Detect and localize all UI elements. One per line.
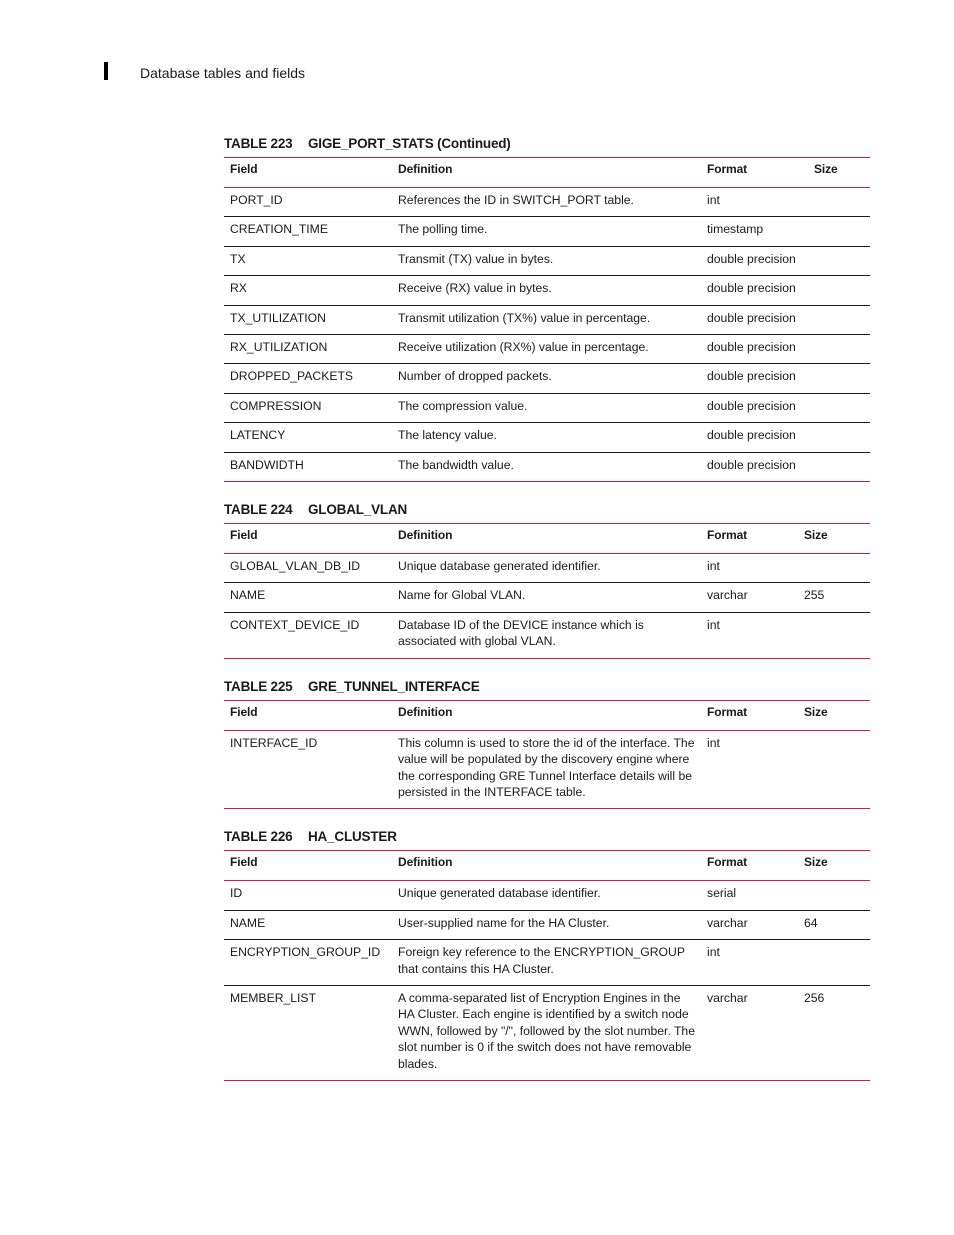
cell-size xyxy=(798,881,870,910)
cell-field: NAME xyxy=(224,910,392,939)
table-row xyxy=(224,730,870,809)
table-row xyxy=(224,881,870,910)
table-row xyxy=(224,217,870,246)
cell-field: BANDWIDTH xyxy=(224,452,392,481)
cell-field: TX xyxy=(224,246,392,275)
table-row xyxy=(224,364,870,393)
table-row xyxy=(224,940,870,986)
table-name: GRE_TUNNEL_INTERFACE xyxy=(308,678,480,694)
table-number: TABLE 225 xyxy=(224,678,293,694)
table-row xyxy=(224,335,870,364)
cell-definition: A comma-separated list of Encryption Engines in the HA Cluster. Each engine is identified by a switch node WWN, followed by "/", followed by the slot number. The slot number is 0 if the switch does not have removable blades. xyxy=(392,985,701,1080)
column-header-field: Field xyxy=(224,158,392,188)
column-header-definition: Definition xyxy=(392,851,701,881)
table-row xyxy=(224,423,870,452)
table-row xyxy=(224,452,870,481)
column-header-field: Field xyxy=(224,700,392,730)
cell-definition: Database ID of the DEVICE instance which is associated with global VLAN. xyxy=(392,612,701,658)
table-name: GLOBAL_VLAN xyxy=(308,502,408,518)
table-number: TABLE 226 xyxy=(224,829,293,845)
cell-field: CONTEXT_DEVICE_ID xyxy=(224,612,392,658)
column-header-size: Size xyxy=(798,851,870,881)
cell-field: LATENCY xyxy=(224,423,392,452)
cell-size xyxy=(798,940,870,986)
cell-size xyxy=(808,188,870,217)
cell-format: double precision xyxy=(701,305,808,334)
cell-format: serial xyxy=(701,881,798,910)
table-row xyxy=(224,583,870,612)
table-row xyxy=(224,305,870,334)
cell-definition: Foreign key reference to the ENCRYPTION_GROUP that contains this HA Cluster. xyxy=(392,940,701,986)
cell-field: INTERFACE_ID xyxy=(224,730,392,809)
cell-definition: Unique database generated identifier. xyxy=(392,554,701,583)
cell-format: double precision xyxy=(701,246,808,275)
cell-field: ENCRYPTION_GROUP_ID xyxy=(224,940,392,986)
cell-format: double precision xyxy=(701,452,808,481)
cell-field: RX_UTILIZATION xyxy=(224,335,392,364)
cell-size xyxy=(798,730,870,809)
cell-definition: Name for Global VLAN. xyxy=(392,583,701,612)
column-header-field: Field xyxy=(224,851,392,881)
table-header-row xyxy=(224,524,870,554)
cell-definition: The polling time. xyxy=(392,217,701,246)
cell-size xyxy=(808,452,870,481)
table-caption xyxy=(224,678,870,700)
column-header-size: Size xyxy=(798,524,870,554)
table-caption xyxy=(224,501,870,523)
cell-size xyxy=(808,246,870,275)
column-header-format: Format xyxy=(701,158,808,188)
table-header-row xyxy=(224,851,870,881)
document-body xyxy=(224,135,870,1100)
cell-format: varchar xyxy=(701,583,798,612)
cell-field: DROPPED_PACKETS xyxy=(224,364,392,393)
cell-size xyxy=(808,364,870,393)
column-header-size: Size xyxy=(808,158,870,188)
cell-format: double precision xyxy=(701,276,808,305)
cell-size xyxy=(808,393,870,422)
data-table xyxy=(224,157,870,482)
data-table xyxy=(224,523,870,659)
cell-size: 64 xyxy=(798,910,870,939)
column-header-format: Format xyxy=(701,524,798,554)
cell-definition: Receive (RX) value in bytes. xyxy=(392,276,701,305)
cell-format: double precision xyxy=(701,364,808,393)
cell-field: COMPRESSION xyxy=(224,393,392,422)
column-header-definition: Definition xyxy=(392,158,701,188)
data-table xyxy=(224,850,870,1081)
table-row xyxy=(224,554,870,583)
cell-field: NAME xyxy=(224,583,392,612)
running-header: Database tables and fields xyxy=(140,65,305,81)
cell-definition: The compression value. xyxy=(392,393,701,422)
table-row xyxy=(224,276,870,305)
cell-format: timestamp xyxy=(701,217,808,246)
cell-definition: Number of dropped packets. xyxy=(392,364,701,393)
cell-definition: Receive utilization (RX%) value in percentage. xyxy=(392,335,701,364)
cell-size xyxy=(808,423,870,452)
cell-format: int xyxy=(701,730,798,809)
cell-size: 255 xyxy=(798,583,870,612)
cell-size xyxy=(808,217,870,246)
column-header-format: Format xyxy=(701,700,798,730)
cell-definition: The bandwidth value. xyxy=(392,452,701,481)
table-header-row xyxy=(224,700,870,730)
table-row xyxy=(224,188,870,217)
cell-definition: Transmit utilization (TX%) value in percentage. xyxy=(392,305,701,334)
table-number: TABLE 223 xyxy=(224,136,293,151)
cell-definition: Transmit (TX) value in bytes. xyxy=(392,246,701,275)
table-row xyxy=(224,985,870,1080)
cell-format: int xyxy=(701,554,798,583)
cell-field: ID xyxy=(224,881,392,910)
cell-field: MEMBER_LIST xyxy=(224,985,392,1080)
cell-size xyxy=(808,335,870,364)
table-name: GIGE_PORT_STATS (Continued) xyxy=(308,136,511,151)
column-header-size: Size xyxy=(798,700,870,730)
column-header-definition: Definition xyxy=(392,700,701,730)
cell-format: varchar xyxy=(701,985,798,1080)
cell-format: int xyxy=(701,612,798,658)
column-header-format: Format xyxy=(701,851,798,881)
cell-field: TX_UTILIZATION xyxy=(224,305,392,334)
cell-format: double precision xyxy=(701,393,808,422)
table-caption xyxy=(224,135,870,157)
table-row xyxy=(224,612,870,658)
table-row xyxy=(224,910,870,939)
cell-size xyxy=(798,554,870,583)
cell-format: int xyxy=(701,188,808,217)
table-row xyxy=(224,393,870,422)
cell-format: int xyxy=(701,940,798,986)
cell-definition: Unique generated database identifier. xyxy=(392,881,701,910)
cell-field: CREATION_TIME xyxy=(224,217,392,246)
table-caption xyxy=(224,828,870,850)
cell-field: RX xyxy=(224,276,392,305)
table-row xyxy=(224,246,870,275)
cell-format: varchar xyxy=(701,910,798,939)
cell-size xyxy=(808,305,870,334)
cell-size: 256 xyxy=(798,985,870,1080)
cell-field: GLOBAL_VLAN_DB_ID xyxy=(224,554,392,583)
data-table xyxy=(224,700,870,810)
cell-definition: User-supplied name for the HA Cluster. xyxy=(392,910,701,939)
table-header-row xyxy=(224,158,870,188)
cell-definition: References the ID in SWITCH_PORT table. xyxy=(392,188,701,217)
table-name: HA_CLUSTER xyxy=(308,829,397,845)
cell-size xyxy=(808,276,870,305)
margin-change-bar xyxy=(104,62,108,80)
column-header-field: Field xyxy=(224,524,392,554)
cell-format: double precision xyxy=(701,335,808,364)
table-number: TABLE 224 xyxy=(224,502,293,518)
cell-definition: This column is used to store the id of the interface. The value will be populated by the discovery engine where the corresponding GRE Tunnel Interface details will be persisted in the INTERFACE table. xyxy=(392,730,701,809)
cell-size xyxy=(798,612,870,658)
cell-field: PORT_ID xyxy=(224,188,392,217)
cell-definition: The latency value. xyxy=(392,423,701,452)
column-header-definition: Definition xyxy=(392,524,701,554)
cell-format: double precision xyxy=(701,423,808,452)
